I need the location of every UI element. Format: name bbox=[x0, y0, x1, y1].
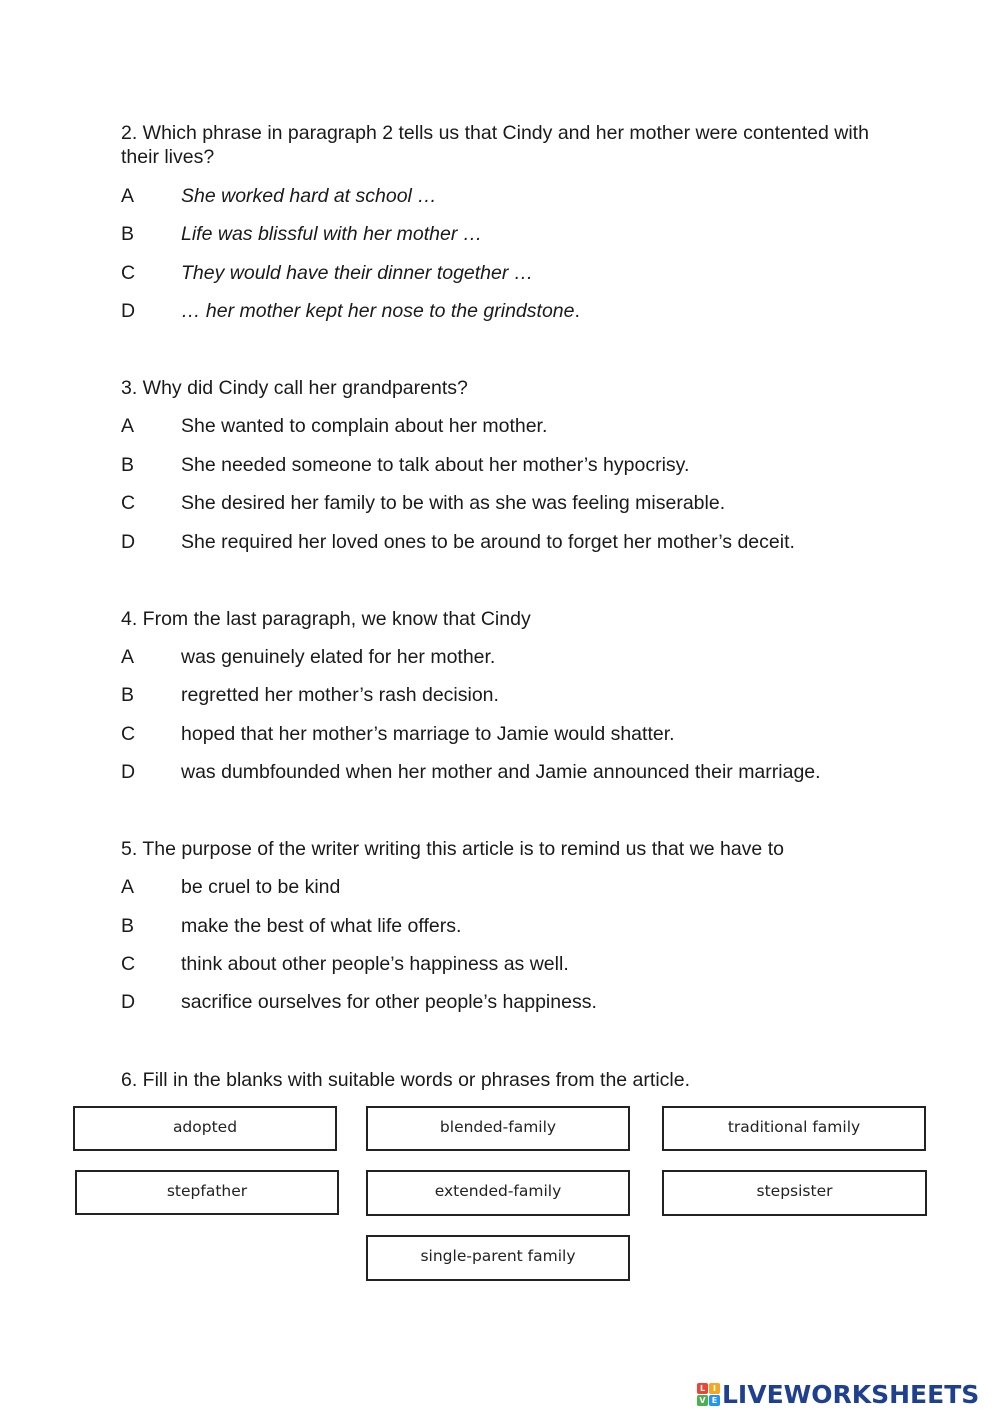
option-a[interactable] bbox=[121, 184, 437, 208]
option-d[interactable] bbox=[121, 299, 580, 323]
option-letter: C bbox=[121, 262, 136, 284]
option-text: … her mother kept her nose to the grindstone bbox=[181, 300, 575, 322]
option-letter: D bbox=[121, 991, 136, 1013]
option-text: think about other people’s happiness as well. bbox=[181, 953, 569, 975]
option-d[interactable] bbox=[121, 990, 597, 1014]
option-text: She needed someone to talk about her mother’s hypocrisy. bbox=[181, 454, 690, 476]
option-text: She desired her family to be with as she was feeling miserable. bbox=[181, 492, 726, 514]
word-bank-item[interactable]: blended-family bbox=[366, 1106, 630, 1151]
option-letter: B bbox=[121, 454, 135, 476]
option-letter: A bbox=[121, 646, 135, 668]
word-bank-item[interactable]: single-parent family bbox=[366, 1235, 630, 1281]
option-b[interactable] bbox=[121, 914, 461, 938]
logo-mark-icon bbox=[697, 1383, 720, 1406]
question-prompt: 3. Why did Cindy call her grandparents? bbox=[121, 377, 468, 399]
word-bank-item[interactable]: extended-family bbox=[366, 1170, 630, 1216]
option-letter: C bbox=[121, 953, 136, 975]
option-c[interactable] bbox=[121, 722, 675, 746]
option-text: be cruel to be kind bbox=[181, 876, 341, 898]
option-c[interactable] bbox=[121, 491, 725, 515]
option-c[interactable] bbox=[121, 952, 569, 976]
question-prompt: 5. The purpose of the writer writing this article is to remind us that we have to bbox=[121, 838, 784, 860]
word-bank-item[interactable]: traditional family bbox=[662, 1106, 926, 1151]
option-text: She required her loved ones to be around to forget her mother’s deceit. bbox=[181, 531, 795, 553]
option-text: was dumbfounded when her mother and Jamie announced their marriage. bbox=[181, 761, 821, 783]
option-text: was genuinely elated for her mother. bbox=[181, 646, 496, 668]
option-b[interactable] bbox=[121, 222, 482, 246]
option-letter: C bbox=[121, 492, 136, 514]
option-d[interactable] bbox=[121, 760, 821, 784]
word-bank-item[interactable]: stepfather bbox=[75, 1170, 339, 1215]
option-c[interactable] bbox=[121, 261, 533, 285]
question-prompt: 6. Fill in the blanks with suitable words or phrases from the article. bbox=[121, 1069, 690, 1091]
option-text: She wanted to complain about her mother. bbox=[181, 415, 548, 437]
word-bank-item[interactable]: adopted bbox=[73, 1106, 337, 1151]
option-text: hoped that her mother’s marriage to Jamie would shatter. bbox=[181, 723, 675, 745]
logo-mark-letter: V bbox=[697, 1395, 708, 1406]
option-letter: A bbox=[121, 876, 135, 898]
option-b[interactable] bbox=[121, 453, 689, 477]
option-a[interactable] bbox=[121, 414, 547, 438]
option-text: They would have their dinner together … bbox=[181, 262, 534, 284]
logo-mark-letter: E bbox=[709, 1395, 720, 1406]
option-d[interactable] bbox=[121, 530, 795, 554]
option-text: make the best of what life offers. bbox=[181, 915, 462, 937]
question-prompt: 2. Which phrase in paragraph 2 tells us that Cindy and her mother were contented with their lives? bbox=[121, 122, 869, 168]
option-letter: A bbox=[121, 185, 135, 207]
option-b[interactable] bbox=[121, 683, 499, 707]
logo-mark-letter: L bbox=[697, 1383, 708, 1394]
liveworksheets-logo bbox=[697, 1377, 979, 1411]
option-letter: B bbox=[121, 684, 135, 706]
option-a[interactable] bbox=[121, 645, 495, 669]
option-letter: D bbox=[121, 531, 136, 553]
option-letter: B bbox=[121, 915, 135, 937]
option-a[interactable] bbox=[121, 875, 340, 899]
logo-text: LIVEWORKSHEETS bbox=[722, 1379, 980, 1409]
option-text: Life was blissful with her mother … bbox=[181, 223, 483, 245]
option-text: regretted her mother’s rash decision. bbox=[181, 684, 499, 706]
option-text: sacrifice ourselves for other people’s happiness. bbox=[181, 991, 597, 1013]
option-letter: D bbox=[121, 761, 136, 783]
logo-mark-letter: I bbox=[709, 1383, 720, 1394]
option-suffix: . bbox=[574, 300, 580, 322]
option-letter: C bbox=[121, 723, 136, 745]
option-letter: B bbox=[121, 223, 135, 245]
question-prompt: 4. From the last paragraph, we know that Cindy bbox=[121, 608, 531, 630]
option-letter: A bbox=[121, 415, 135, 437]
word-bank-item[interactable]: stepsister bbox=[662, 1170, 927, 1216]
option-letter: D bbox=[121, 300, 136, 322]
option-text: She worked hard at school … bbox=[181, 185, 437, 207]
